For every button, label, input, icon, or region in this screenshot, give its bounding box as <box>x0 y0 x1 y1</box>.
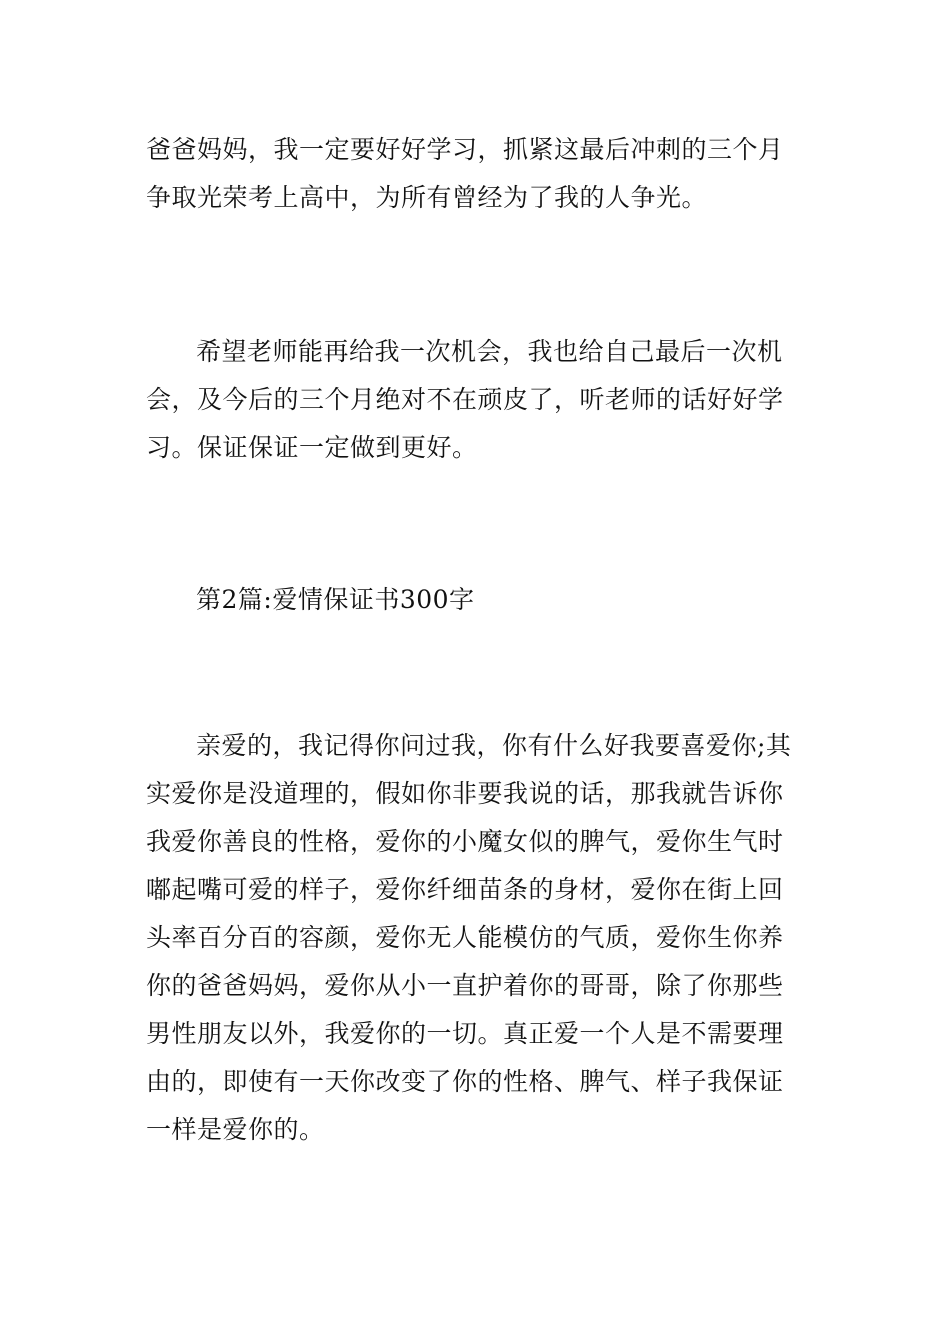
text-line: 由的，即使有一天你改变了你的性格、脾气、样子我保证 <box>146 1067 784 1096</box>
text-line: 头率百分百的容颜，爱你无人能模仿的气质，爱你生你养 <box>146 923 784 952</box>
text-line: 爸爸妈妈，我一定要好好学习，抓紧这最后冲刺的三个月 <box>146 135 784 164</box>
text-line: 会，及今后的三个月绝对不在顽皮了，听老师的话好好学 <box>146 385 784 414</box>
text-line: 亲爱的，我记得你问过我，你有什么好我要喜爱你;其 <box>196 731 792 760</box>
text-line: 争取光荣考上高中，为所有曾经为了我的人争光。 <box>146 183 708 212</box>
heading-text: 第2篇:爱情保证书300字 <box>196 585 475 614</box>
text-line: 嘟起嘴可爱的样子，爱你纤细苗条的身材，爱你在街上回 <box>146 875 784 904</box>
text-line: 习。保证保证一定做到更好。 <box>146 433 478 462</box>
text-line: 你的爸爸妈妈，爱你从小一直护着你的哥哥，除了你那些 <box>146 971 784 1000</box>
text-line: 实爱你是没道理的，假如你非要我说的话，那我就告诉你 <box>146 779 784 808</box>
section-heading <box>146 576 806 624</box>
text-line: 我爱你善良的性格，爱你的小魔女似的脾气，爱你生气时 <box>146 827 784 856</box>
text-line: 一样是爱你的。 <box>146 1115 325 1144</box>
paragraph-teacher-request <box>146 328 806 472</box>
paragraph-study-promise <box>146 126 806 222</box>
text-line: 男性朋友以外，我爱你的一切。真正爱一个人是不需要理 <box>146 1019 784 1048</box>
paragraph-love-promise <box>146 722 806 1154</box>
text-line: 希望老师能再给我一次机会，我也给自己最后一次机 <box>196 337 783 366</box>
